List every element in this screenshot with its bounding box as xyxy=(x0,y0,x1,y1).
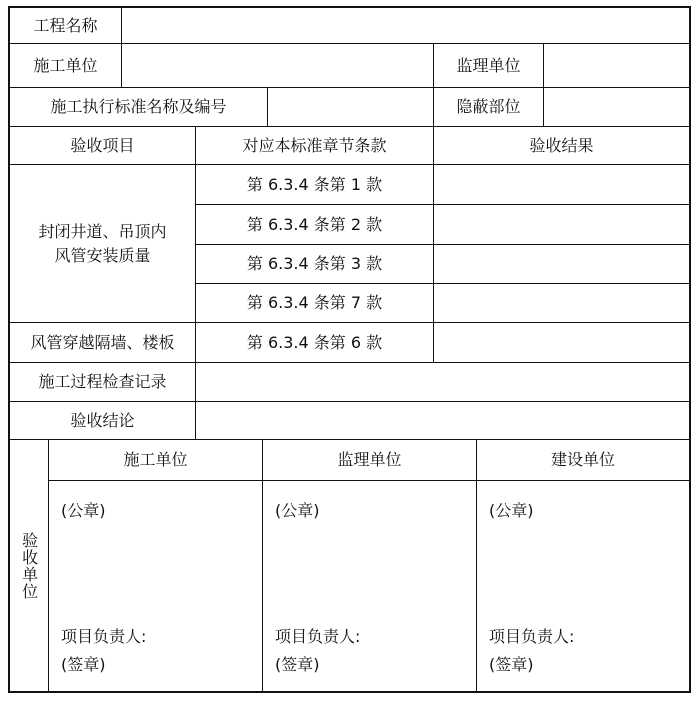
clause-cell: 第 6.3.4 条第 3 款 xyxy=(195,244,434,284)
group-duct-penetration: 风管穿越隔墙、楼板 xyxy=(8,322,196,363)
clause-cell: 第 6.3.4 条第 6 款 xyxy=(195,322,434,363)
result-cell[interactable] xyxy=(433,164,691,205)
supervision-unit-field[interactable] xyxy=(543,43,691,88)
acceptance-side-label xyxy=(8,439,49,693)
unit-owner-header: 建设单位 xyxy=(476,439,691,481)
unit-construction-header: 施工单位 xyxy=(48,439,263,481)
unit-supervision-header: 监理单位 xyxy=(262,439,477,481)
result-cell[interactable] xyxy=(433,244,691,284)
concealed-part-field[interactable] xyxy=(543,87,691,127)
col-header-clause: 对应本标准章节条款 xyxy=(195,126,434,165)
project-name-field[interactable] xyxy=(121,6,691,44)
concealed-part-label: 隐蔽部位 xyxy=(433,87,544,127)
signature-label: (签章) xyxy=(489,655,534,674)
standard-field[interactable] xyxy=(267,87,434,127)
seal-label: (公章) xyxy=(61,501,106,520)
unit-owner-sign-area[interactable] xyxy=(476,480,691,693)
signature-label: (签章) xyxy=(275,655,320,674)
project-leader-label: 项目负责人: xyxy=(61,627,147,646)
construction-unit-label: 施工单位 xyxy=(8,43,122,88)
group1-label-line1: 封闭井道、吊顶内 xyxy=(38,222,167,242)
clause-cell: 第 6.3.4 条第 7 款 xyxy=(195,283,434,323)
process-record-field[interactable] xyxy=(195,362,691,402)
group-duct-installation xyxy=(8,164,196,323)
project-leader-label: 项目负责人: xyxy=(489,627,575,646)
construction-unit-field[interactable] xyxy=(121,43,434,88)
conclusion-label: 验收结论 xyxy=(8,401,196,440)
col-header-item: 验收项目 xyxy=(8,126,196,165)
unit-supervision-sign-area[interactable] xyxy=(262,480,477,693)
project-leader-label: 项目负责人: xyxy=(275,627,361,646)
result-cell[interactable] xyxy=(433,204,691,245)
result-cell[interactable] xyxy=(433,283,691,323)
signature-label: (签章) xyxy=(61,655,106,674)
standard-label: 施工执行标准名称及编号 xyxy=(8,87,268,127)
clause-cell: 第 6.3.4 条第 2 款 xyxy=(195,204,434,245)
project-name-label: 工程名称 xyxy=(8,6,122,44)
seal-label: (公章) xyxy=(489,501,534,520)
group1-label-line2: 风管安装质量 xyxy=(54,245,151,265)
process-record-label: 施工过程检查记录 xyxy=(8,362,196,402)
clause-cell: 第 6.3.4 条第 1 款 xyxy=(195,164,434,205)
result-cell[interactable] xyxy=(433,322,691,363)
supervision-unit-label: 监理单位 xyxy=(433,43,544,88)
unit-construction-sign-area[interactable] xyxy=(48,480,263,693)
conclusion-field[interactable] xyxy=(195,401,691,440)
col-header-result: 验收结果 xyxy=(433,126,691,165)
acceptance-side-text: 验收单位 xyxy=(19,531,39,600)
seal-label: (公章) xyxy=(275,501,320,520)
